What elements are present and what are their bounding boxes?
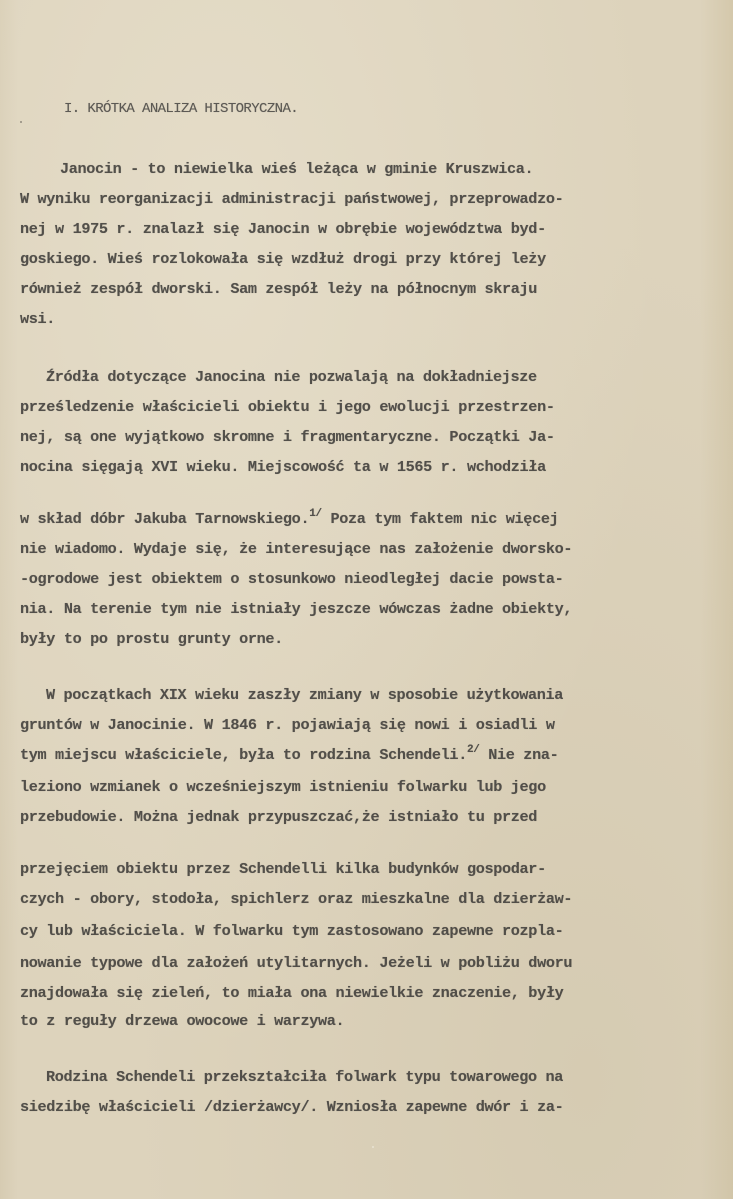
text-line: Rodzina Schendeli przekształciła folwark typu towarowego na	[46, 1068, 564, 1086]
text-line-continuation: Nie zna-	[479, 746, 559, 764]
paper-speck	[20, 121, 22, 123]
text-line: w skład dóbr Jakuba Tarnowskiego.	[20, 510, 310, 528]
text-line: przejęciem obiektu przez Schendelli kilka budynków gospodar-	[20, 860, 546, 878]
text-line: były to po prostu grunty orne.	[20, 630, 283, 648]
section-heading: I. KRÓTKA ANALIZA HISTORYCZNA.	[64, 101, 299, 117]
text-line: Źródła dotyczące Janocina nie pozwalają na dokładniejsze	[46, 368, 537, 386]
text-line: nia. Na terenie tym nie istniały jeszcze wówczas żadne obiekty,	[20, 600, 573, 618]
text-line: cy lub właściciela. W folwarku tym zastosowano zapewne rozpla-	[20, 922, 564, 940]
text-line: nowanie typowe dla założeń utylitarnych. Jeżeli w pobliżu dworu	[20, 954, 573, 972]
text-line: siedzibę właścicieli /dzierżawcy/. Wzniosła zapewne dwór i za-	[20, 1098, 564, 1116]
text-line: czych - obory, stodoła, spichlerz oraz mieszkalne dla dzierżaw-	[20, 890, 573, 908]
text-line: znajdowała się zieleń, to miała ona niewielkie znaczenie, były	[20, 984, 564, 1002]
text-line: W wyniku reorganizacji administracji państwowej, przeprowadzo-	[20, 190, 564, 208]
text-line: nej w 1975 r. znalazł się Janocin w obrębie województwa byd-	[20, 220, 546, 238]
text-line: leziono wzmianek o wcześniejszym istnieniu folwarku lub jego	[20, 778, 546, 796]
text-line: tym miejscu właściciele, była to rodzina Schendeli.	[20, 746, 467, 764]
footnote-marker-1: 1/	[309, 508, 322, 520]
text-line: nie wiadomo. Wydaje się, że interesujące nas założenie dworsko-	[20, 540, 573, 558]
text-line: W początkach XIX wieku zaszły zmiany w sposobie użytkowania	[46, 686, 564, 704]
text-line: gruntów w Janocinie. W 1846 r. pojawiają się nowi i osiadli w	[20, 716, 555, 734]
text-line: -ogrodowe jest obiektem o stosunkowo nieodległej dacie powsta-	[20, 570, 564, 588]
footnote-marker-2: 2/	[466, 744, 480, 756]
text-line: przebudowie. Można jednak przypuszczać,że istniało tu przed	[20, 808, 538, 826]
text-line: Janocin - to niewielka wieś leżąca w gminie Kruszwica.	[60, 160, 534, 178]
text-line: wsi.	[20, 310, 56, 328]
text-line: również zespół dworski. Sam zespół leży na północnym skraju	[20, 280, 538, 298]
text-line-with-footnote	[20, 510, 558, 528]
text-line-continuation: Poza tym faktem nic więcej	[321, 510, 559, 528]
text-line: to z reguły drzewa owocowe i warzywa.	[20, 1012, 345, 1030]
text-line: nocina sięgają XVI wieku. Miejscowość ta w 1565 r. wchodziła	[20, 458, 546, 476]
text-line: nej, są one wyjątkowo skromne i fragmentaryczne. Początki Ja-	[20, 428, 555, 446]
text-line-with-footnote	[20, 746, 558, 764]
text-line: prześledzenie właścicieli obiektu i jego ewolucji przestrzen-	[20, 398, 555, 416]
paper-speck	[372, 1146, 374, 1148]
text-line: goskiego. Wieś rozlokowała się wzdłuż drogi przy której leży	[20, 250, 546, 268]
